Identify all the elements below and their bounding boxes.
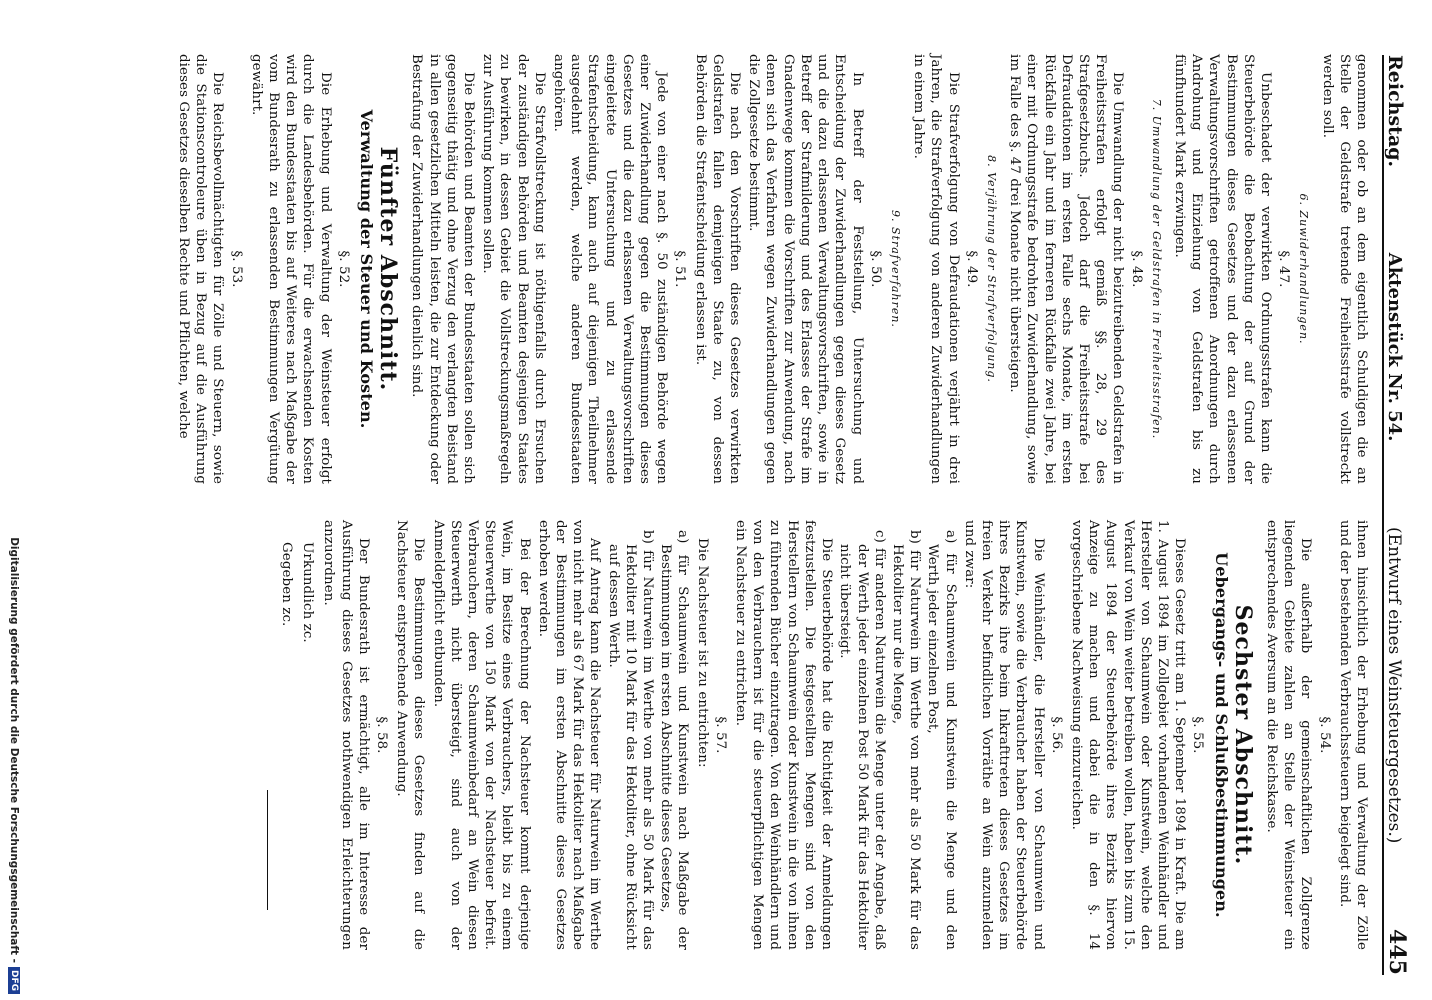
paragraph: Die Steuerbehörde hat die Richtigkeit der Anmeldungen festzustellen. Die festgestellten Mengen sind von den Herstellern von Schaumwein oder Kunstwein in die von ihnen zu führenden Bücher einzutragen. Von den Weinhändlern und von den Verbrauchern ist für die steuerpflichtigen Mengen ein Nachsteuer zu entrichten.	[733, 520, 835, 950]
paragraph: Die Behörden und Beamten der Bundesstaaten sollen sich gegenseitig thätig und ohne Verzug den verlangten Beistand in allen gesetzlichen Mitteln leisten, die zur Entdeckung oder Bestrafung der Zuwiderhandlungen dienlich sind.	[409, 54, 477, 484]
paragraph: genommen oder ob an dem eigentlich Schuldigen die an Stelle der Geldstrafe tretende Freiheitsstrafe vollstreckt werden soll.	[1319, 54, 1369, 484]
section-heading: §. 56.	[1048, 716, 1064, 754]
list-item: b) für Naturwein im Werthe von mehr als 50 Mark für das Hektoliter mit 10 Mark für das Hektoliter, ohne Rücksicht auf dessen Werth.	[605, 530, 656, 950]
section-heading: §. 55.	[1190, 716, 1206, 754]
paragraph: Die außerhalb der gemeinschaftlichen Zollgrenze liegenden Gebiete zahlen an Stelle der Weinsteuer ein entsprechendes Aversum an die Reichskasse.	[1263, 520, 1314, 950]
section-heading: §. 52.	[335, 250, 351, 288]
paragraph: Jede von einer nach §. 50 zuständigen Behörde wegen einer Zuwiderhandlung gegen die Bestimmungen dieses Gesetzes und die dazu erlassenen Verwaltungsvorschriften eingeleitete Untersuchung und zu erlassende Strafentscheidung, kann auch auf diejenigen Theilnehmer ausgedehnt werden, welche anderen Bundesstaaten angehören.	[551, 54, 670, 484]
paragraph: In Betreff der Feststellung, Untersuchung und Entscheidung der Zuwiderhandlungen gegen dieses Gesetz und die dazu erlassenen Verwaltungsvorschriften, sowie in Betreff der Strafmilderung und des Erlasses der Strafe im Gnadenwege kommen die Vorschriften zur Anwendung, nach denen sich das Verfahren wegen Zuwiderhandlungen gegen die Zollgesetze bestimmt.	[746, 54, 865, 484]
paragraph: Die nach den Vorschriften dieses Gesetzes verwirkten Geldstrafen fallen demjenigen Staate zu, von dessen Behörden die Strafentscheidung erlassen ist.	[692, 54, 743, 484]
list-item: a) für Schaumwein und Kunstwein die Menge und den Werth jeder einzelnen Post,	[925, 530, 958, 950]
chapter-subheading: Verwaltung der Steuer und Kosten.	[357, 109, 377, 429]
signature-rule	[267, 790, 276, 910]
section-heading: §. 57.	[712, 716, 728, 754]
paragraph: Die Strafverfolgung von Defraudationen verjährt in drei Jahren, die Strafverfolgung von anderen Zuwiderhandlungen in einem Jahre.	[911, 54, 961, 484]
header-reichstag: Reichstag.	[1384, 55, 1406, 168]
section-heading: §. 58.	[374, 716, 390, 754]
digitization-credit	[0, 0, 28, 1000]
paragraph: Dieses Gesetz tritt am 1. September 1894 in Kraft. Die am 1. August 1894 im Zollgebiet vorhandenen Weinhändler und Hersteller von Schaumwein oder Kunstwein, welche den Verkauf von Wein weiter betreiben wollen, haben bis zum 15. August 1894 der Steuerbehörde ihres Bezirks hiervon Anzeige zu machen und dabei die in den §. 14 vorgeschriebene Nachweisung einzureichen.	[1068, 520, 1188, 950]
section-heading: §. 50.	[867, 250, 883, 288]
paragraph: Die Weinhändler, die Hersteller von Schaumwein und Kunstwein, sowie die Verbraucher haben der Steuerbehörde ihres Bezirks ihre beim Inkrafttreten dieses Gesetzes im freien Verkehr befindlichen Vorräthe an Wein anzumelden und zwar:	[961, 520, 1046, 950]
chapter-heading: Fünfter Abschnitt.	[375, 146, 402, 392]
list-item: b) für Naturwein im Werthe von mehr als 50 Mark für das Hektoliter nur die Menge,	[889, 530, 923, 950]
paragraph: Die Bestimmungen dieses Gesetzes finden auf die Nachsteuer entsprechende Anwendung.	[394, 520, 427, 950]
section-heading: §. 47.	[1276, 250, 1292, 288]
section-heading: §. 48.	[1128, 250, 1144, 288]
paragraph: Die Umwandlung der nicht beizutreibenden Geldstrafen in Freiheitsstrafen erfolgt gemäß §§. 28, 29 des Strafgesetzbuchs. Jedoch darf die Freiheitsstrafe bei Defraudationen im ersten Falle sechs Monate, im ersten Rückfalle ein Jahr und im ferneren Rückfalle zwei Jahre, bei einer mit Ordnungsstrafe bedrohten Zuwiderhandlung, sowie im Falle des §. 47 drei Monate nicht übersteigen.	[1007, 54, 1126, 484]
section-rubric: 8. Verjährung der Strafverfolgung.	[984, 155, 998, 383]
section-rubric: 7. Umwandlung der Geldstrafen in Freiheitsstrafen.	[1149, 98, 1163, 440]
signoff-line: Gegeben zc.	[279, 542, 295, 627]
dfg-logo: DFG	[8, 967, 20, 994]
text-column-right	[267, 520, 1370, 950]
page-number: 445	[1384, 929, 1410, 975]
chapter-heading: Sechster Abschnitt.	[1229, 604, 1256, 866]
chapter-subheading: Uebergangs- und Schlußbestimmungen.	[1211, 552, 1231, 918]
list-item: c) für anderen Naturwein die Menge unter der Angabe, daß der Werth jeder einzelnen Post 50 Mark für das Hektoliter nicht übersteigt.	[837, 530, 887, 950]
signoff-line: Urkundlich zc.	[300, 542, 316, 643]
section-rubric: 9. Strafverfahren.	[888, 210, 902, 328]
paragraph: Die Reichsbevollmächtigten für Zölle und Steuern, sowie die Stationscontroleure üben in Bezug auf die Ausführung dieses Gesetzes dieselben Rechte und Pflichten, welche	[176, 54, 226, 484]
list-item: a) für Schaumwein und Kunstwein nach Maßgabe der Bestimmungen im ersten Abschnitte dieses Gesetzes,	[658, 530, 691, 950]
header-document-title: (Entwurf eines Weinsteuergesetzes.)	[1384, 527, 1404, 844]
paragraph: Die Nachsteuer ist zu entrichten:	[694, 538, 710, 768]
section-heading: §. 53.	[228, 250, 244, 288]
section-rubric: 6. Zuwiderhandlungen.	[1297, 193, 1311, 345]
paragraph: ihnen hinsichtlich der Erhebung und Verwaltung der Zölle und der bestehenden Verbrauchssteuern beigelegt sind.	[1336, 520, 1369, 950]
paragraph: Bei der Berechnung der Nachsteuer kommt derjenige Wein, im Besitze eines Verbrauchers, bleibt bis zu einem Steuerwerthe von 150 Mark von der Nachsteuer befreit. Verbrauchern, deren Schaumweinbedarf an Wein diesen Steuerwerth nicht übersteigt, sind auch von der Anmeldepflicht entbunden.	[430, 520, 532, 950]
section-heading: §. 49.	[963, 250, 979, 288]
section-heading: §. 51.	[672, 250, 688, 288]
text-column-left	[173, 54, 1370, 484]
paragraph: Auf Antrag kann die Nachsteuer für Naturwein im Werthe von nicht mehr als 67 Mark für das Hektoliter nach Maßgabe der Bestimmungen im ersten Abschnitte dieses Gesetzes erhoben werden.	[535, 520, 603, 950]
paragraph: Die Erhebung und Verwaltung der Weinsteuer erfolgt durch die Landesbehörden. Für die erwachsenden Kosten wird den Bundesstaaten bis auf Weiteres nach Maßgabe der vom Bundesrath zu erlassenden Bestimmungen Vergütung gewährt.	[248, 54, 333, 484]
paragraph: Die Strafvollstreckung ist nöthigenfalls durch Ersuchen der zuständigen Behörden und Beamten desjenigen Staates zu bewirken, in dessen Gebiet die Vollstreckungsmaßregeln zur Ausführung kommen sollen.	[480, 54, 547, 484]
paragraph: Der Bundesrath ist ermächtigt, alle im Interesse der Ausführung dieses Gesetzes nothwendigen Erleichterungen anzuordnen.	[321, 520, 371, 950]
paragraph: Unbeschadet der verwirkten Ordnungsstrafen kann die Steuerbehörde die Beobachtung der auf Grund der Bestimmungen dieses Gesetzes und der dazu erlassenen Verwaltungsvorschriften getroffenen Anordnungen durch Androhung und Einziehung von Geldstrafen bis zu fünfhundert Mark erzwingen.	[1171, 54, 1273, 484]
section-heading: §. 54.	[1316, 716, 1332, 754]
header-document-number: Aktenstück Nr. 54.	[1384, 252, 1405, 442]
credit-text: Digitalisierung gefördert durch die Deutsche Forschungsgemeinschaft -	[8, 537, 20, 963]
running-header	[1382, 55, 1418, 975]
